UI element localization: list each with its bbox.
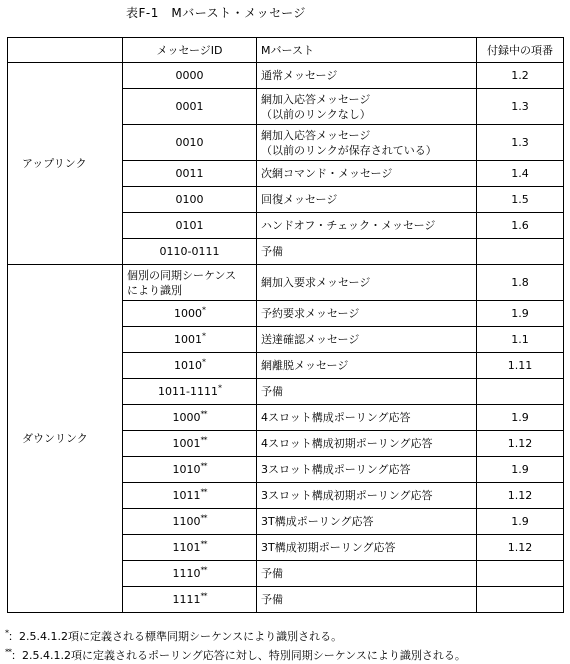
footnote-mark: * xyxy=(217,383,221,393)
footnote-text: ：2.5.4.1.2項に定義される標準同期シーケンスにより識別される。 xyxy=(8,630,343,643)
message-id-cell xyxy=(123,561,257,587)
message-id: 1110 xyxy=(172,567,201,580)
cell-text: 網加入応答メッセージ xyxy=(261,92,371,106)
reference-cell: 1.9 xyxy=(477,301,564,327)
cell-text: 予約要求メッセージ xyxy=(261,307,360,320)
m-burst-cell xyxy=(257,431,477,457)
footnote-mark: ** xyxy=(200,565,207,575)
m-burst-cell xyxy=(257,457,477,483)
reference-cell: 1.11 xyxy=(477,353,564,379)
reference-cell: 1.3 xyxy=(477,125,564,161)
reference-cell: 1.2 xyxy=(477,63,564,89)
message-id: 1001 xyxy=(174,333,202,346)
cell-text: 4スロット構成初期ポーリング応答 xyxy=(261,437,433,450)
reference-cell: 1.9 xyxy=(477,509,564,535)
reference-cell xyxy=(477,239,564,265)
m-burst-cell xyxy=(257,327,477,353)
cell-text: （以前のリンクが保存されている） xyxy=(261,143,437,157)
message-id: 0000 xyxy=(175,69,204,82)
message-id-cell xyxy=(123,509,257,535)
message-id-cell xyxy=(123,125,257,161)
m-burst-cell xyxy=(257,239,477,265)
reference-cell: 1.8 xyxy=(477,265,564,301)
footnote-mark: * xyxy=(202,331,205,341)
message-id-cell xyxy=(123,405,257,431)
header-row xyxy=(8,38,564,63)
message-id-cell xyxy=(123,187,257,213)
m-burst-cell xyxy=(257,405,477,431)
table-row xyxy=(8,63,564,89)
header-cell: メッセージID xyxy=(123,38,257,63)
message-id: 1011-1111 xyxy=(158,385,218,398)
cell-text: 予備 xyxy=(261,245,283,258)
cell-text: 3T構成ポーリング応答 xyxy=(261,515,374,528)
message-id-cell xyxy=(123,535,257,561)
cell-text: 網加入要求メッセージ xyxy=(261,276,371,289)
m-burst-cell xyxy=(257,187,477,213)
header-cell: 付録中の項番 xyxy=(477,38,564,63)
direction-cell: アップリンク xyxy=(8,63,123,265)
message-id-cell xyxy=(123,457,257,483)
cell-text: 予備 xyxy=(261,567,283,580)
cell-text: 網加入応答メッセージ xyxy=(261,128,371,142)
cell-text: 4スロット構成ポーリング応答 xyxy=(261,411,411,424)
message-id: 0010 xyxy=(175,136,204,149)
message-id-cell xyxy=(123,379,257,405)
message-id: 0110-0111 xyxy=(159,245,220,258)
cell-text: 個別の同期シーケンス xyxy=(127,268,237,282)
message-id-cell xyxy=(123,213,257,239)
cell-text: 次網コマンド・メッセージ xyxy=(261,167,393,180)
footnote-double xyxy=(5,647,466,663)
m-burst-cell xyxy=(257,63,477,89)
message-id: 0011 xyxy=(175,167,204,180)
footnote-mark: ** xyxy=(5,647,11,657)
footnote-mark: ** xyxy=(200,487,207,497)
message-id: 1000 xyxy=(172,411,201,424)
message-id: 1010 xyxy=(172,463,201,476)
message-id-cell xyxy=(123,353,257,379)
m-burst-cell xyxy=(257,535,477,561)
m-burst-cell xyxy=(257,379,477,405)
cell-text: 送達確認メッセージ xyxy=(261,333,360,346)
cell-text: 予備 xyxy=(261,593,283,606)
reference-cell: 1.9 xyxy=(477,457,564,483)
cell-text: 3スロット構成ポーリング応答 xyxy=(261,463,411,476)
reference-cell: 1.5 xyxy=(477,187,564,213)
m-burst-cell xyxy=(257,353,477,379)
cell-text: 回復メッセージ xyxy=(261,193,338,206)
m-burst-cell xyxy=(257,587,477,613)
message-id: 1101 xyxy=(172,541,201,554)
m-burst-cell xyxy=(257,483,477,509)
message-id-cell xyxy=(123,161,257,187)
message-id-cell xyxy=(123,265,257,301)
footnote-mark: ** xyxy=(200,513,207,523)
message-id-cell xyxy=(123,587,257,613)
footnote-mark: * xyxy=(5,628,8,638)
cell-text: 予備 xyxy=(261,385,283,398)
reference-cell: 1.12 xyxy=(477,535,564,561)
footnote-mark: ** xyxy=(200,461,207,471)
reference-cell: 1.12 xyxy=(477,431,564,457)
message-id-cell xyxy=(123,301,257,327)
reference-cell: 1.12 xyxy=(477,483,564,509)
m-burst-cell xyxy=(257,161,477,187)
m-burst-cell xyxy=(257,561,477,587)
cell-text: 通常メッセージ xyxy=(261,69,338,82)
cell-text: 網離脱メッセージ xyxy=(261,359,349,372)
reference-cell xyxy=(477,379,564,405)
message-id-cell xyxy=(123,89,257,125)
message-id-cell xyxy=(123,327,257,353)
message-id-cell xyxy=(123,431,257,457)
footnote-text: ：2.5.4.1.2項に定義されるポーリング応答に対し、特別同期シーケンスにより識別される。 xyxy=(11,649,466,662)
cell-text: ハンドオフ・チェック・メッセージ xyxy=(261,219,436,232)
cell-text: （以前のリンクなし） xyxy=(261,107,371,121)
footnote-mark: ** xyxy=(200,409,207,419)
message-id-cell xyxy=(123,239,257,265)
message-id: 1000 xyxy=(174,307,202,320)
m-burst-cell xyxy=(257,301,477,327)
reference-cell: 1.4 xyxy=(477,161,564,187)
message-id: 0101 xyxy=(175,219,204,232)
reference-cell: 1.9 xyxy=(477,405,564,431)
message-id: 1111 xyxy=(172,593,201,606)
message-id: 0001 xyxy=(175,100,204,113)
reference-cell: 1.6 xyxy=(477,213,564,239)
table-row xyxy=(8,265,564,301)
message-id: 1010 xyxy=(174,359,202,372)
m-burst-cell xyxy=(257,509,477,535)
footnote-mark: ** xyxy=(200,539,207,549)
message-id: 0100 xyxy=(175,193,204,206)
m-burst-cell xyxy=(257,213,477,239)
message-id: 1011 xyxy=(172,489,201,502)
message-id: 1100 xyxy=(172,515,201,528)
reference-cell xyxy=(477,561,564,587)
header-cell: Mバースト xyxy=(257,38,477,63)
cell-text: 3T構成初期ポーリング応答 xyxy=(261,541,396,554)
m-burst-cell xyxy=(257,265,477,301)
m-burst-table xyxy=(7,37,564,613)
footnote-mark: ** xyxy=(200,591,207,601)
footnote-mark: * xyxy=(202,357,205,367)
table-title: 表F-1 Mバースト・メッセージ xyxy=(126,6,306,20)
reference-cell xyxy=(477,587,564,613)
reference-cell: 1.3 xyxy=(477,89,564,125)
footnote-mark: * xyxy=(202,305,205,315)
message-id: 1001 xyxy=(172,437,201,450)
cell-text: 3スロット構成初期ポーリング応答 xyxy=(261,489,433,502)
message-id-cell xyxy=(123,483,257,509)
m-burst-cell xyxy=(257,125,477,161)
direction-cell: ダウンリンク xyxy=(8,265,123,613)
header-cell xyxy=(8,38,123,63)
reference-cell: 1.1 xyxy=(477,327,564,353)
cell-text: により識別 xyxy=(127,283,182,297)
footnote-single xyxy=(5,628,342,644)
message-id-cell xyxy=(123,63,257,89)
m-burst-cell xyxy=(257,89,477,125)
footnote-mark: ** xyxy=(200,435,207,445)
